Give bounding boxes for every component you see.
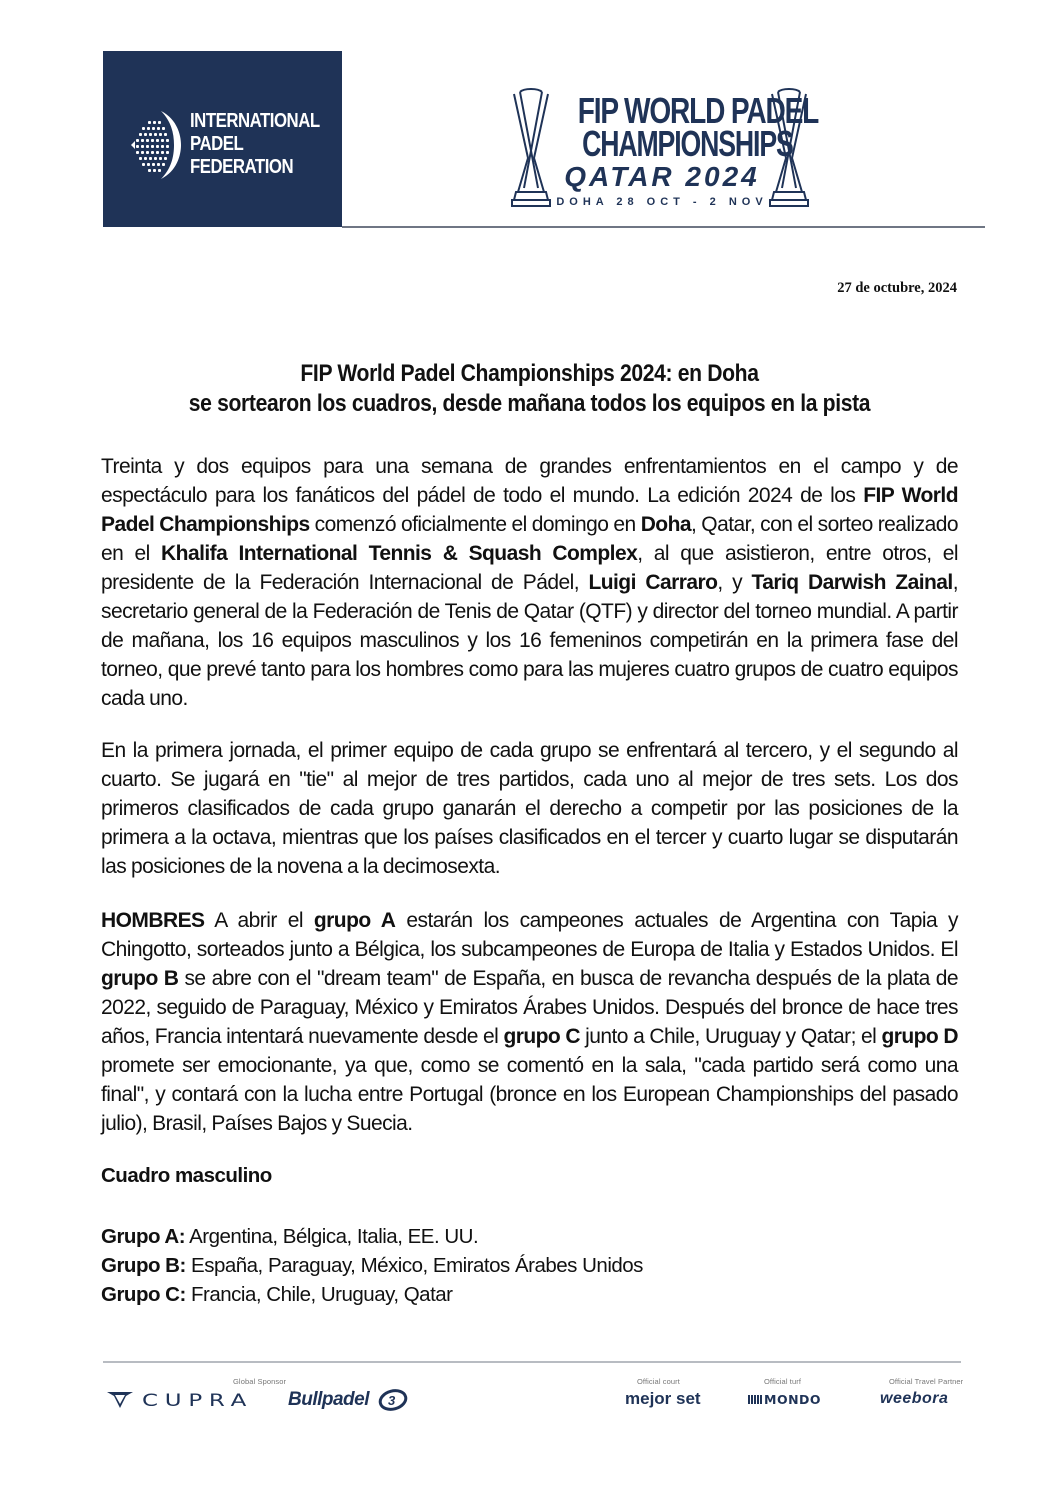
racket-dot — [158, 121, 161, 124]
ipf-logo — [103, 51, 342, 227]
group-label: Grupo B: — [101, 1254, 186, 1277]
trophy-icon — [768, 88, 810, 208]
bold-text-run: Khalifa International Tennis & Squash Complex — [161, 542, 638, 565]
group-row — [101, 1280, 643, 1309]
bullpadel-logo-icon — [377, 1388, 409, 1412]
bold-text-run: grupo C — [503, 1025, 580, 1048]
ipf-line: INTERNATIONAL — [190, 109, 320, 132]
sponsor-caption: Official turf — [764, 1377, 802, 1386]
group-teams: Francia, Chile, Uruguay, Qatar — [185, 1283, 453, 1306]
group-row — [101, 1222, 643, 1251]
racket-dot — [159, 133, 162, 136]
paragraph-format — [101, 736, 958, 881]
racket-dot — [156, 145, 159, 148]
racket-dot — [139, 157, 142, 160]
group-teams: Argentina, Bélgica, Italia, EE. UU. — [185, 1225, 479, 1248]
bold-text-run: Tariq Darwish Zainal — [751, 571, 953, 594]
cupra-logo: CUPRA — [142, 1391, 254, 1411]
racket-dot — [141, 139, 144, 142]
group-list — [101, 1222, 643, 1309]
racket-dot — [148, 121, 151, 124]
racket-dot — [146, 151, 149, 154]
text-run: se abre con el "dream team" de España, en busca de revancha después de la plata de 2022, seguido de Paraguay, México y Emiratos Árabes Unidos. Después del bronce de hace tres años, Francia intentará nuevamente desde el — [101, 967, 959, 1048]
racket-dot — [166, 151, 169, 154]
racket-dot — [152, 163, 155, 166]
text-run: comenzó oficialmente el domingo en — [309, 513, 641, 536]
racket-dot — [153, 169, 156, 172]
racket-dot — [147, 127, 150, 130]
group-label: Grupo A: — [101, 1225, 186, 1248]
racket-dot — [136, 145, 139, 148]
racket-dot — [154, 133, 157, 136]
group-row — [101, 1251, 643, 1280]
racket-dot — [151, 151, 154, 154]
racket-dot — [161, 139, 164, 142]
press-release-date: 27 de octubre, 2024 — [837, 280, 957, 296]
racket-dot — [164, 133, 167, 136]
racket-dot — [149, 133, 152, 136]
section-heading: Cuadro masculino — [101, 1164, 272, 1187]
bold-text-run: Doha — [640, 513, 691, 536]
ipf-line: FEDERATION — [190, 155, 294, 178]
text-run: , Qatar, con el sorteo realizado en el — [101, 513, 958, 565]
bullpadel-logo: Bullpadel — [288, 1389, 370, 1410]
racket-dot — [144, 133, 147, 136]
text-run: promete ser emocionante, ya que, como se comentó en la sala, "cada partido será como una final", y contará con la lucha entre Portugal (bronce en los European Championships del pasado julio), Brasil, Países Bajos y Suecia. — [101, 1054, 958, 1135]
footer-divider — [103, 1361, 961, 1363]
text-run: A abrir el — [204, 909, 314, 932]
racket-dot — [153, 121, 156, 124]
racket-dot — [141, 145, 144, 148]
racket-dot — [162, 163, 165, 166]
racket-dot — [152, 127, 155, 130]
racket-dot — [154, 157, 157, 160]
racket-dot — [164, 157, 167, 160]
event-dates: DOHA 28 OCT - 2 NOV — [556, 196, 768, 208]
trophy-icon — [510, 88, 552, 208]
racket-dot — [151, 145, 154, 148]
event-logo — [510, 88, 819, 213]
racket-dot — [166, 145, 169, 148]
racket-dot — [157, 163, 160, 166]
racket-dot — [158, 169, 161, 172]
sponsor-caption: Official Travel Partner — [889, 1377, 964, 1386]
racket-dot — [136, 139, 139, 142]
text-run: , secretario general de la Federación de Tenis de Qatar (QTF) y director del torneo mundial. A partir de mañana, los 16 equipos masculinos y los 16 femeninos competirán en la primera fase del torneo, que prevé tanto para los hombres como para las mujeres cuatro grupos de cuatro equipos cada uno. — [101, 571, 958, 710]
racket-dot — [156, 139, 159, 142]
page-title — [101, 359, 958, 419]
group-label: Grupo C: — [101, 1283, 186, 1306]
bold-text-run: Luigi Carraro — [588, 571, 718, 594]
racket-dot — [157, 127, 160, 130]
bold-text-run: grupo A — [313, 909, 396, 932]
cupra-logo-icon — [106, 1390, 134, 1410]
mondo-logo-icon — [748, 1395, 762, 1404]
text-run: , y — [717, 571, 752, 594]
racket-dot — [151, 139, 154, 142]
bold-text-run: grupo D — [881, 1025, 958, 1048]
mondo-logo: MONDO — [764, 1392, 822, 1407]
paragraph-men-groups — [101, 906, 958, 1138]
racket-dot — [142, 163, 145, 166]
paragraph-intro — [101, 452, 958, 713]
racket-dot — [161, 145, 164, 148]
racket-dot — [147, 163, 150, 166]
racket-dot — [136, 151, 139, 154]
weebora-logo: weebora — [880, 1390, 949, 1407]
racket-dot — [146, 145, 149, 148]
racket-dot — [149, 157, 152, 160]
headline-line1: FIP World Padel Championships 2024: en Doha — [300, 360, 759, 387]
bold-text-run: grupo B — [101, 967, 179, 990]
bold-text-run: HOMBRES — [101, 909, 205, 932]
racket-dot — [139, 133, 142, 136]
racket-dot — [144, 157, 147, 160]
racket-dot — [161, 151, 164, 154]
ipf-line: PADEL — [190, 132, 244, 155]
racket-dot — [156, 151, 159, 154]
mejorset-logo: mejor set — [625, 1389, 701, 1408]
racket-dot — [146, 139, 149, 142]
event-title-line2: CHAMPIONSHIPS — [582, 123, 793, 164]
header-divider — [342, 226, 985, 228]
svg-text:3: 3 — [388, 1393, 396, 1408]
text-run: estarán los campeones actuales de Argentina con Tapia y Chingotto, sorteados junto a Bélgica, los subcampeones de Europa de Italia y Estados Unidos. El — [101, 909, 958, 961]
racket-dot — [166, 139, 169, 142]
text-run: , al que asistieron, entre otros, el presidente de la Federación Internacional de Pádel, — [101, 542, 958, 594]
text-run: Treinta y dos equipos para una semana de grandes enfrentamientos en el campo y de espectáculo para los fanáticos del pádel de todo el mundo. La edición 2024 de los — [101, 455, 958, 507]
sponsor-caption: Global Sponsor — [233, 1377, 287, 1386]
event-location-year: QATAR 2024 — [564, 161, 760, 192]
racket-dot — [159, 157, 162, 160]
headline-line2: se sortearon los cuadros, desde mañana todos los equipos en la pista — [188, 390, 871, 417]
group-teams: España, Paraguay, México, Emiratos Árabes Unidos — [185, 1254, 643, 1277]
padel-racket-icon — [127, 109, 187, 181]
racket-dot — [141, 151, 144, 154]
sponsor-caption: Official court — [637, 1377, 680, 1386]
racket-dot — [162, 127, 165, 130]
text-run: En la primera jornada, el primer equipo de cada grupo se enfrentará al tercero, y el segundo al cuarto. Se jugará en "tie" al mejor de tres partidos, cada uno al mejor de tres sets. Los dos primeros clasificados de cada grupo ganarán el derecho a competir por las posiciones de la primera a la octava, mientras que los países clasificados en el tercer y cuarto lugar se disputarán las posiciones de la novena a la decimosexta. — [101, 739, 958, 878]
ipf-wordmark — [190, 109, 320, 178]
racket-dot — [148, 169, 151, 172]
racket-dot — [142, 127, 145, 130]
text-run: junto a Chile, Uruguay y Qatar; el — [579, 1025, 882, 1048]
event-title-line1: FIP WORLD PADEL — [577, 90, 819, 131]
bold-text-run: FIP World Padel Championships — [101, 484, 958, 536]
